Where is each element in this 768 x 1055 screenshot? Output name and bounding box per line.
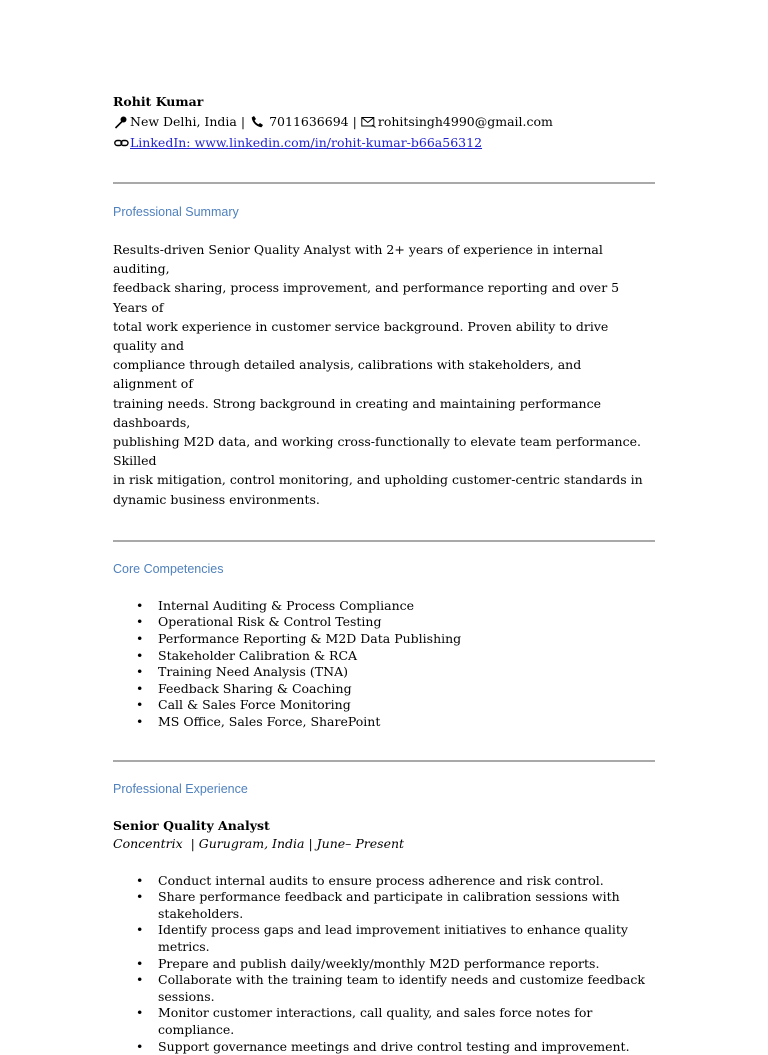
divider — [113, 760, 655, 762]
summary-text — [113, 240, 648, 509]
list-item — [113, 889, 658, 922]
list-item — [113, 614, 658, 631]
experience-heading: Professional Experience — [113, 781, 248, 796]
list-item-text: Conduct internal audits to ensure process adherence and risk control. — [158, 872, 604, 888]
competencies-list — [113, 598, 658, 731]
candidate-name: Rohit Kumar — [113, 94, 204, 109]
phone-icon — [249, 115, 265, 129]
header — [113, 92, 658, 153]
summary-heading: Professional Summary — [113, 205, 239, 219]
list-item-text: Performance Reporting & M2D Data Publishing — [158, 631, 462, 647]
resume-page — [113, 92, 658, 1055]
list-item-text: Monitor customer interactions, call quality, and sales force notes for compliance. — [158, 1005, 593, 1037]
summary-line: total work experience in customer service background. Proven ability to drive quality and — [113, 318, 609, 354]
list-item — [113, 648, 658, 665]
list-item-text: sessions. — [158, 988, 215, 1004]
envelope-icon — [361, 115, 377, 129]
bullet: • — [136, 955, 144, 971]
list-item — [113, 1039, 658, 1055]
summary-line: dynamic business environments. — [113, 491, 320, 507]
list-item-text: Support governance meetings and drive control testing and improvement. — [158, 1038, 630, 1054]
job-meta: Concentrix | Gurugram, India | June– Present — [113, 835, 405, 851]
list-item — [113, 598, 658, 615]
list-item — [113, 1005, 658, 1038]
bullet: • — [136, 889, 144, 905]
list-item-text: Feedback Sharing & Coaching — [158, 680, 352, 696]
bullet: • — [136, 631, 144, 647]
list-item — [113, 714, 658, 731]
bullet: • — [136, 597, 144, 613]
phone-text: 7011636694 — [269, 114, 349, 129]
list-item-text: MS Office, Sales Force, SharePoint — [158, 714, 381, 729]
list-item — [113, 631, 658, 648]
linkedin-line — [113, 132, 658, 153]
bullet: • — [136, 1005, 144, 1021]
list-item — [113, 664, 658, 681]
job-title: Senior Quality Analyst — [113, 817, 270, 833]
summary-line: in risk mitigation, control monitoring, and upholding customer-centric standards in — [113, 472, 643, 488]
list-item — [113, 972, 658, 1005]
list-item-text: Stakeholder Calibration & RCA — [158, 647, 358, 663]
bullet: • — [136, 647, 144, 663]
list-item-text: Share performance feedback and participate in calibration sessions with — [158, 889, 620, 905]
list-item — [113, 873, 658, 890]
duties-list — [113, 873, 658, 1055]
pin-icon — [113, 115, 129, 129]
bullet: • — [136, 664, 144, 680]
bullet: • — [136, 872, 144, 888]
location-text: New Delhi, India — [130, 114, 237, 129]
bullet: • — [136, 614, 144, 630]
separator: | — [352, 114, 357, 129]
contact-line — [113, 111, 658, 132]
bullet: • — [136, 680, 144, 696]
list-item-text: Call & Sales Force Monitoring — [158, 697, 351, 713]
list-item-text: stakeholders. — [158, 905, 244, 921]
bullet: • — [136, 922, 144, 938]
divider — [113, 182, 655, 184]
list-item — [113, 956, 658, 973]
list-item — [113, 697, 658, 714]
list-item-text: Training Need Analysis (TNA) — [158, 664, 348, 680]
bullet: • — [136, 697, 144, 713]
summary-line: compliance through detailed analysis, calibrations with stakeholders, and alignment of — [113, 357, 582, 392]
list-item-text: Identify process gaps and lead improvement initiatives to enhance quality metrics. — [158, 922, 628, 954]
list-item — [113, 681, 658, 698]
link-icon — [113, 136, 129, 150]
divider — [113, 540, 655, 542]
list-item-text: Internal Auditing & Process Compliance — [158, 597, 415, 613]
list-item-text: Operational Risk & Control Testing — [158, 614, 382, 630]
list-item-text: Prepare and publish daily/weekly/monthly M2D performance reports. — [158, 955, 600, 971]
summary-line: training needs. Strong background in creating and maintaining performance dashboards, — [113, 395, 601, 430]
email-link[interactable]: rohitsingh4990@gmail.com — [377, 114, 553, 129]
linkedin-link[interactable]: LinkedIn: www.linkedin.com/in/rohit-kumar-b66a56312 — [130, 135, 483, 150]
list-item-text: Collaborate with the training team to identify needs and customize feedback — [158, 972, 645, 988]
summary-line: publishing M2D data, and working cross-functionally to elevate team performance. Skilled — [113, 434, 641, 469]
summary-line: Results-driven Senior Quality Analyst with 2+ years of experience in internal auditing, — [113, 242, 603, 277]
bullet: • — [136, 714, 144, 729]
separator: | — [240, 114, 246, 129]
summary-line: feedback sharing, process improvement, and performance reporting and over 5 Years of — [113, 280, 620, 315]
list-item — [113, 922, 658, 955]
competencies-heading: Core Competencies — [113, 561, 224, 576]
bullet: • — [136, 1038, 144, 1054]
bullet: • — [136, 972, 144, 988]
